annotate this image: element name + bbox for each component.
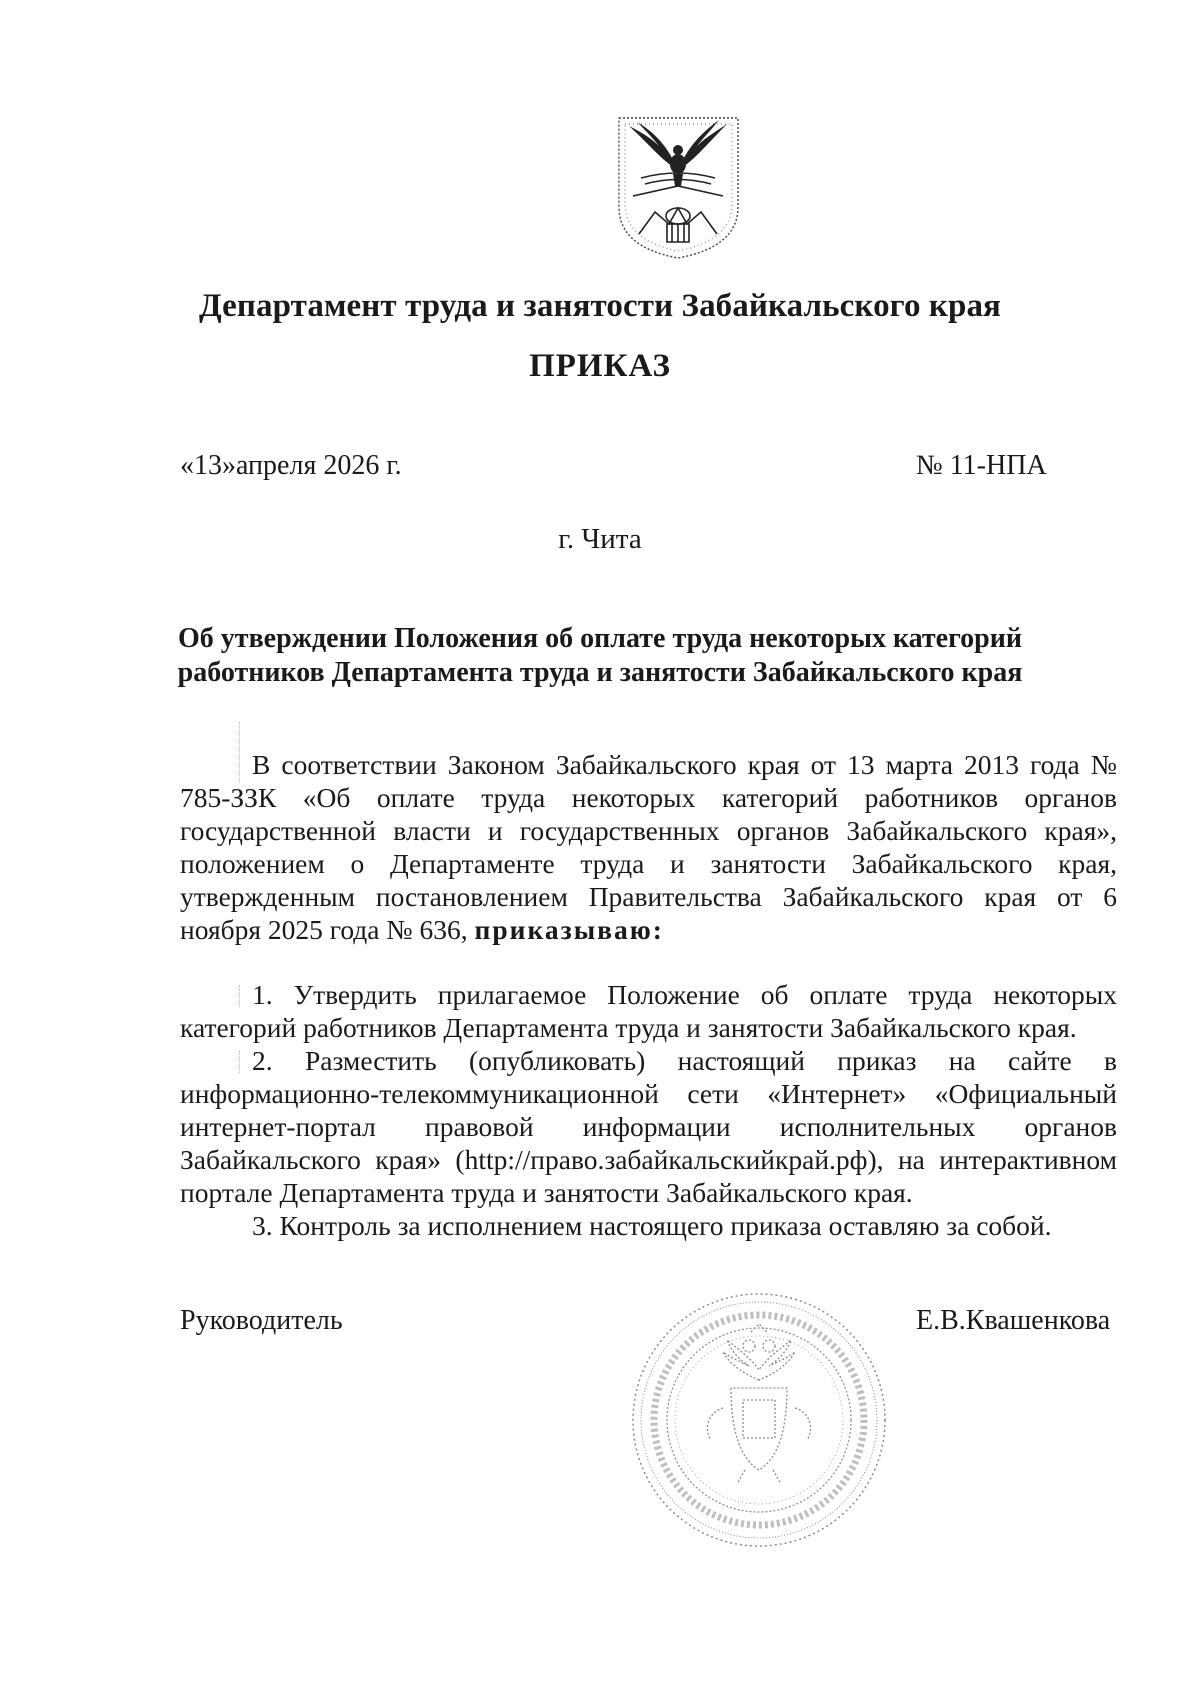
preamble-paragraph: [180, 748, 1117, 946]
document-title: [0, 622, 1200, 690]
title-line-2: работников Департамента труда и занятости Забайкальского края: [177, 657, 1023, 688]
orders-word: приказываю:: [474, 914, 664, 945]
signature-name: Е.В.Квашенкова: [916, 1305, 1111, 1336]
document-type: ПРИКАЗ: [529, 348, 671, 384]
title-line-1: Об утверждении Положения об оплате труда некоторых категорий: [178, 623, 1022, 654]
document-number: № 11-НПА: [916, 450, 1047, 481]
document-date: «13»апреля 2026 г.: [180, 450, 402, 481]
document-city: г. Чита: [558, 523, 642, 555]
order-item-text: 3. Контроль за исполнением настоящего приказа оставляю за собой.: [252, 1210, 1052, 1241]
order-item-text: 1. Утвердить прилагаемое Положение об оплате труда некоторых категорий работников Департамента труда и занятости Забайкальского края.: [180, 979, 1117, 1043]
coat-of-arms-icon: [611, 112, 746, 262]
signature-role: Руководитель: [180, 1305, 343, 1336]
preamble-text: В соответствии Законом Забайкальского края от 13 марта 2013 года № 785-ЗЗК «Об оплате труда некоторых категорий работников органов государственной власти и государственных органов Забайкальского края», положением о Департаменте труда и занятости Забайкальского края, утвержденным постановлением Правительства Забайкальского края от 6 ноября 2025 года № 636,: [180, 749, 1117, 945]
order-item-2: [180, 1044, 1117, 1209]
official-seal-icon: [627, 1288, 892, 1553]
order-item-text: 2. Разместить (опубликовать) настоящий приказ на сайте в информационно-телекоммуникационной сети «Интернет» «Официальный интернет-портал правовой информации исполнительных органов Забайкальского края» (http://право.забайкальскийкрай.рф), на интерактивном портале Департамента труда и занятости Забайкальского края.: [180, 1045, 1117, 1208]
organization-name: Департамент труда и занятости Забайкальского края: [198, 288, 1002, 324]
order-item-3: [180, 1209, 1117, 1242]
order-item-1: [180, 978, 1117, 1044]
